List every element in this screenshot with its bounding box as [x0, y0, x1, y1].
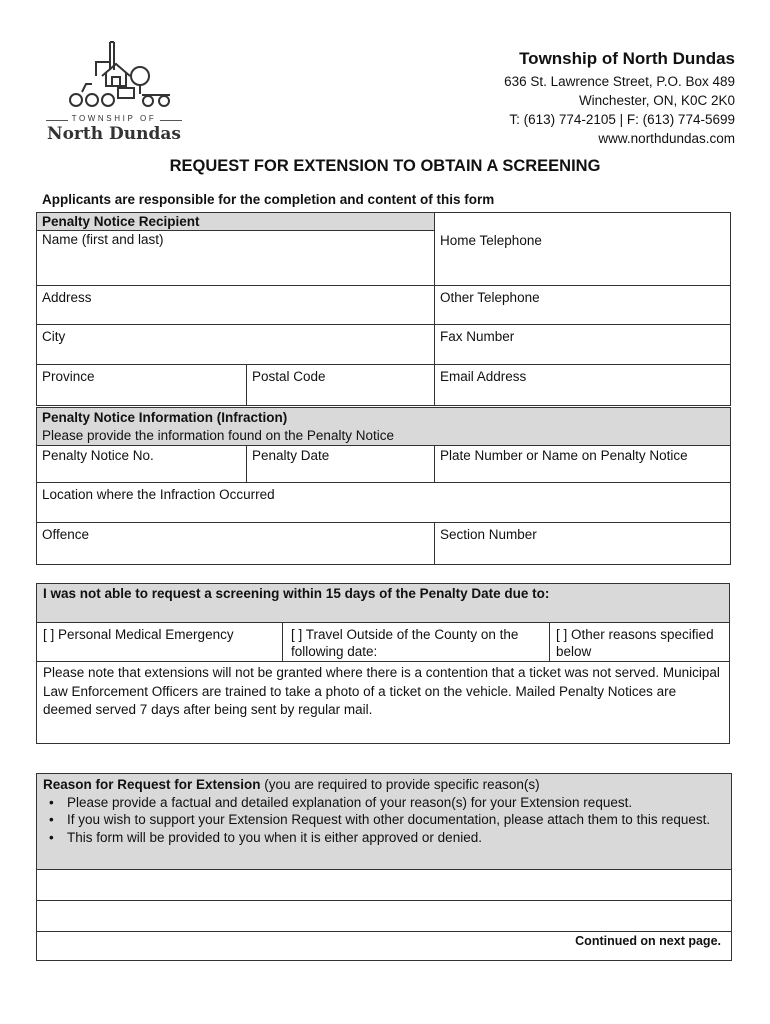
recipient-section-header: Penalty Notice Recipient	[37, 213, 434, 231]
reason-instruction-1: • Please provide a factual and detailed explanation of your reason(s) for your Extension request.	[67, 794, 725, 812]
reason-header-line	[43, 776, 725, 794]
reason-input-line-2[interactable]	[37, 901, 731, 932]
org-address-line1: 636 St. Lawrence Street, P.O. Box 489	[504, 74, 735, 89]
infraction-header-subtitle: Please provide the information found on the Penalty Notice	[42, 428, 394, 443]
screening-note: Please note that extensions will not be granted where there is a contention that a ticket was not served. Municipal Law Enforcement Officers are trained to take a photo of a ticket on the vehicle. Mailed Penalty Notices are deemed served 7 days after being sent by regular mail.	[43, 665, 720, 717]
org-website: www.northdundas.com	[598, 131, 735, 146]
recipient-table	[36, 212, 731, 406]
option-other-reasons[interactable]: [ ] Other reasons specified below	[556, 627, 714, 659]
reason-instruction-3: • This form will be provided to you when it is either approved or denied.	[67, 829, 725, 847]
city-label: City	[42, 329, 66, 344]
province-cell[interactable]	[37, 365, 247, 406]
other-telephone-label: Other Telephone	[440, 290, 540, 305]
logo-name: North Dundas	[47, 124, 181, 144]
email-address-cell[interactable]	[435, 365, 731, 406]
org-address-line2: Winchester, ON, K0C 2K0	[578, 93, 735, 108]
address-label: Address	[42, 290, 92, 305]
reason-instructions-list	[43, 794, 725, 847]
postal-code-cell[interactable]	[247, 365, 435, 406]
screening-section	[36, 583, 730, 744]
option-medical-emergency[interactable]: [ ] Personal Medical Emergency	[37, 623, 283, 661]
home-telephone-label: Home Telephone	[440, 233, 542, 248]
name-label: Name (first and last)	[42, 232, 164, 247]
infraction-section-header	[37, 408, 731, 446]
reason-instruction-2: • If you wish to support your Extension Request with other documentation, please attach them to this request.	[67, 811, 725, 829]
screening-options-row	[37, 623, 729, 662]
infraction-location-label: Location where the Infraction Occurred	[42, 487, 275, 502]
offence-cell[interactable]	[37, 523, 435, 565]
reason-header-note: (you are required to provide specific reason(s)	[260, 777, 540, 792]
section-number-label: Section Number	[440, 527, 537, 542]
continued-note: Continued on next page.	[575, 934, 721, 948]
recipient-name-cell[interactable]	[37, 213, 435, 286]
infraction-header-title: Penalty Notice Information (Infraction)	[42, 410, 288, 425]
city-cell[interactable]	[37, 325, 435, 365]
penalty-date-label: Penalty Date	[252, 448, 330, 463]
home-telephone-cell[interactable]	[435, 213, 731, 286]
reason-input-line-1[interactable]	[37, 870, 731, 901]
reason-header-title: Reason for Request for Extension	[43, 777, 261, 792]
org-name: Township of North Dundas	[519, 49, 735, 68]
form-title: REQUEST FOR EXTENSION TO OBTAIN A SCREENING	[169, 157, 601, 175]
responsibility-notice: Applicants are responsible for the completion and content of this form	[42, 192, 495, 207]
township-logo-icon	[52, 40, 178, 112]
logo-rule-right	[160, 120, 182, 121]
option-travel-outside-county[interactable]: [ ] Travel Outside of the County on the following date:	[283, 623, 550, 661]
logo-township-text: TOWNSHIP OF	[71, 114, 157, 123]
province-label: Province	[42, 369, 95, 384]
org-phone: T: (613) 774-2105 | F: (613) 774-5699	[509, 112, 735, 127]
org-contact-block	[504, 48, 735, 148]
address-cell[interactable]	[37, 286, 435, 325]
penalty-notice-no-cell[interactable]	[37, 446, 247, 483]
screening-section-header: I was not able to request a screening within 15 days of the Penalty Date due to:	[37, 584, 729, 623]
other-telephone-cell[interactable]	[435, 286, 731, 325]
reason-section	[36, 773, 732, 961]
plate-number-label: Plate Number or Name on Penalty Notice	[440, 448, 688, 463]
fax-number-cell[interactable]	[435, 325, 731, 365]
penalty-date-cell[interactable]	[247, 446, 435, 483]
township-logo	[44, 40, 184, 148]
email-address-label: Email Address	[440, 369, 527, 384]
plate-number-cell[interactable]	[435, 446, 731, 483]
offence-label: Offence	[42, 527, 90, 542]
reason-section-header	[37, 774, 731, 870]
infraction-table	[36, 407, 731, 565]
fax-number-label: Fax Number	[440, 329, 515, 344]
postal-code-label: Postal Code	[252, 369, 326, 384]
penalty-notice-no-label: Penalty Notice No.	[42, 448, 154, 463]
infraction-location-cell[interactable]	[37, 483, 731, 523]
section-number-cell[interactable]	[435, 523, 731, 565]
